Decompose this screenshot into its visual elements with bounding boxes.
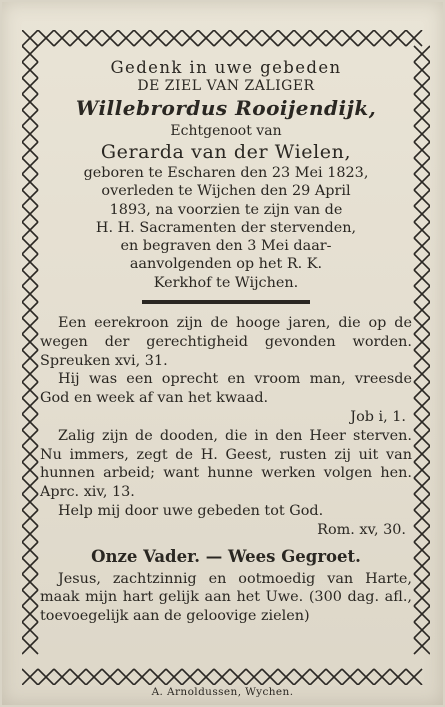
verse-reference: Job i, 1.: [350, 409, 406, 426]
bio-line: aanvolgenden op het R. K.: [129, 256, 323, 273]
bio-line: Kerkhof te Wijchen.: [153, 274, 299, 291]
deceased-name: Willebrordus Rooijendijk,: [75, 96, 377, 120]
divider-rule: [142, 300, 310, 304]
bio-line: geboren te Escharen den 23 Mei 1823,: [83, 165, 369, 181]
closing-prayer: Jesus, zachtzinnig en ootmoedig van Harte, maak mijn hart gelijk aan het Uwe. (300 dag. afl., toevoegelijk aan de geloovige zielen): [40, 570, 412, 625]
spouse-name: Gerarda van der Wielen,: [100, 141, 352, 163]
invocation-line: Gedenk in uwe gebeden: [110, 58, 342, 77]
card-content: [40, 58, 412, 626]
verse-proverbs: Een eerekroon zijn de hooge jaren, die op de wegen der gerechtigheid gevonden worden. Spreuken xvi, 31.: [40, 315, 412, 369]
bio-line: en begraven den 3 Mei daar-: [120, 238, 332, 255]
bio-line: 1893, na voorzien te zijn van de: [109, 201, 343, 218]
soul-of-line: DE ZIEL VAN ZALIGER: [137, 78, 315, 94]
prayer-title: Onze Vader. — Wees Gegroet.: [91, 546, 361, 566]
bio-line: H. H. Sacramenten der stervenden,: [95, 219, 357, 236]
verse-job: Hij was een oprecht en vroom man, vreesde God en week af van het kwaad.: [40, 371, 412, 407]
relation-line: Echtgenoot van: [170, 123, 282, 139]
verse-romans: Help mij door uwe gebeden tot God.: [58, 503, 324, 520]
printer-credit: A. Arnoldussen, Wychen.: [151, 686, 294, 698]
verse-reference: Rom. xv, 30.: [317, 521, 406, 538]
biography: [40, 164, 412, 292]
bio-line: overleden te Wijchen den 29 April: [101, 183, 351, 200]
verse-apocalypse: Zalig zijn de dooden, die in den Heer sterven. Nu immers, zegt de H. Geest, rusten zij uit van hunnen arbeid; want hunne werken volgen hen. Aprc. xiv, 13.: [40, 427, 412, 501]
memorial-card: [2, 2, 443, 705]
